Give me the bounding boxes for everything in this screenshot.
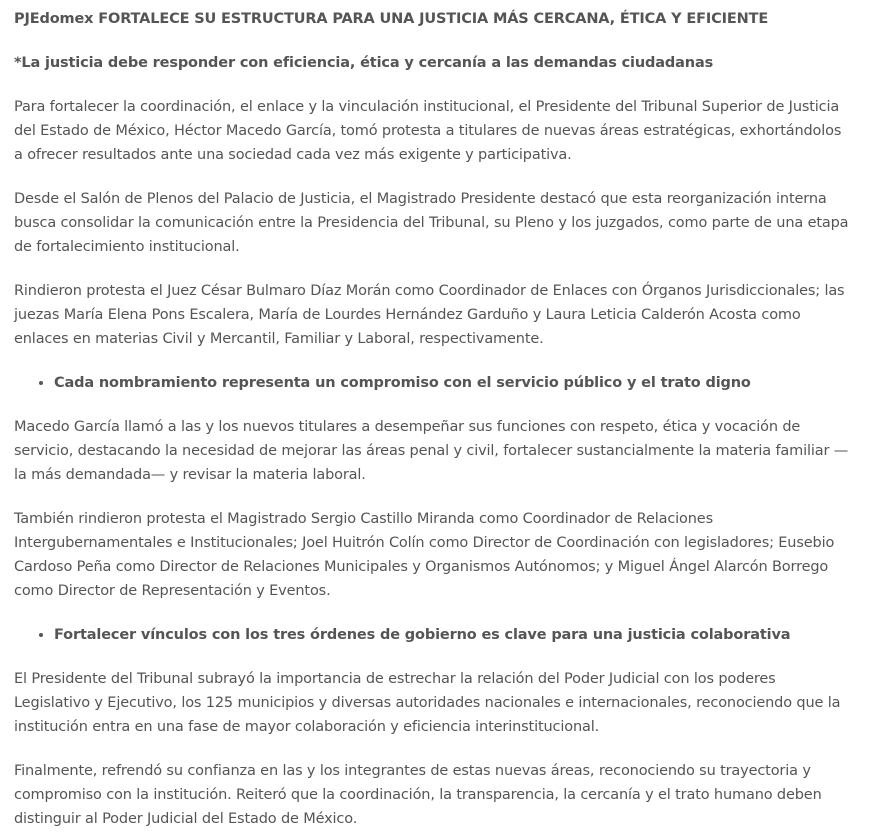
paragraph-5: También rindieron protesta el Magistrado Sergio Castillo Miranda como Coordinador de Relaciones Intergubernamentales e Institucionales; Joel Huitrón Colín como Director de Coordinación con legisladores; Eusebio Cardoso Peña como Director de Relaciones Municipales y Organismos Autónomos; y Miguel Ángel Alarcón Borrego como Director de Representación y Eventos. bbox=[14, 511, 835, 599]
paragraph-1: Para fortalecer la coordinación, el enlace y la vinculación institucional, el Presidente del Tribunal Superior de Justicia del Estado de México, Héctor Macedo García, tomó protesta a titulares de nuevas áreas estratégicas, exhortándolos a ofrecer resultados ante una sociedad cada vez más exigente y participativa. bbox=[14, 99, 842, 163]
article-subhead: *La justicia debe responder con eficiencia, ética y cercanía a las demandas ciudadanas bbox=[14, 55, 714, 71]
paragraph-4: Macedo García llamó a las y los nuevos titulares a desempeñar sus funciones con respeto, ética y vocación de servicio, destacando la necesidad de mejorar las áreas penal y civil, fortalecer sustancialmente la materia familiar —la más demandada— y revisar la materia laboral. bbox=[14, 419, 849, 483]
bullet-list-2 bbox=[14, 623, 854, 647]
bullet-list-1 bbox=[14, 371, 854, 395]
paragraph-2: Desde el Salón de Plenos del Palacio de Justicia, el Magistrado Presidente destacó que esta reorganización interna busca consolidar la comunicación entre la Presidencia del Tribunal, su Pleno y los juzgados, como parte de una etapa de fortalecimiento institucional. bbox=[14, 191, 849, 255]
bullet-item-1: • Cada nombramiento representa un compromiso con el servicio público y el trato digno bbox=[54, 371, 854, 395]
paragraph-7: Finalmente, refrendó su confianza en las y los integrantes de estas nuevas áreas, reconociendo su trayectoria y compromiso con la institución. Reiteró que la coordinación, la transparencia, la cercanía y el trato humano deben distinguir al Poder Judicial del Estado de México. bbox=[14, 763, 822, 827]
paragraph-3: Rindieron protesta el Juez César Bulmaro Díaz Morán como Coordinador de Enlaces con Órganos Jurisdiccionales; las juezas María Elena Pons Escalera, María de Lourdes Hernández Garduño y Laura Leticia Calderón Acosta como enlaces en materias Civil y Mercantil, Familiar y Laboral, respectivamente. bbox=[14, 283, 845, 347]
bullet-item-2: • Fortalecer vínculos con los tres órdenes de gobierno es clave para una justicia colaborativa bbox=[54, 623, 854, 647]
paragraph-6: El Presidente del Tribunal subrayó la importancia de estrechar la relación del Poder Judicial con los poderes Legislativo y Ejecutivo, los 125 municipios y diversas autoridades nacionales e internacionales, reconociendo que la institución entra en una fase de mayor colaboración y eficiencia interinstitucional. bbox=[14, 671, 841, 735]
article-headline: PJEdomex FORTALECE SU ESTRUCTURA PARA UNA JUSTICIA MÁS CERCANA, ÉTICA Y EFICIENTE bbox=[14, 11, 769, 27]
